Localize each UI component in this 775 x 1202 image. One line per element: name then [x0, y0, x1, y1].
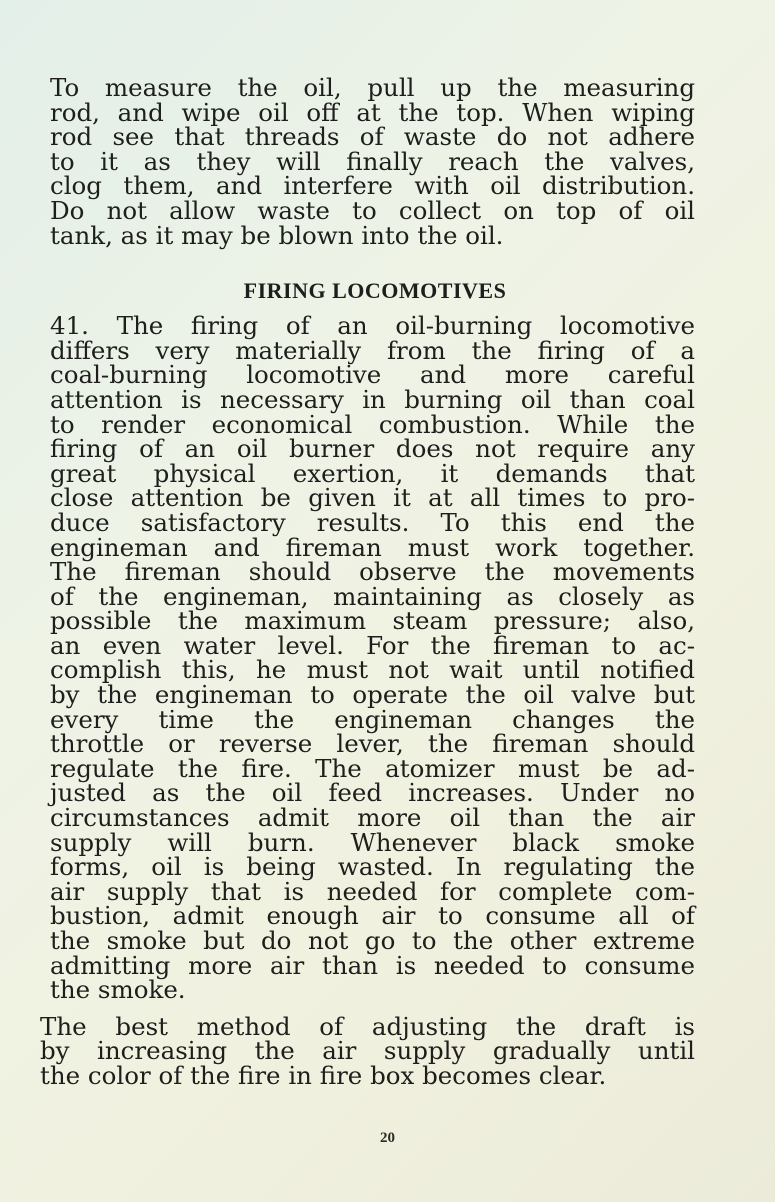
text-line: an even water level. For the fireman to ac-	[50, 630, 695, 660]
text-line: circumstances admit more oil than the air	[50, 803, 695, 833]
text-line: of the engineman, maintaining as closely as	[50, 581, 695, 611]
text-line: rod see that threads of waste do not adhere	[50, 122, 695, 152]
text-line: by the engineman to operate the oil valve but	[50, 680, 695, 710]
text-line: forms, oil is being wasted. In regulating the	[50, 852, 695, 882]
text-line: duce satisfactory results. To this end the	[50, 507, 695, 537]
text-line: rod, and wipe oil off at the top. When wiping	[50, 97, 695, 127]
text-line: the smoke.	[50, 975, 186, 1005]
text-line: the smoke but do not go to the other extreme	[50, 926, 695, 955]
text-line: supply will burn. Whenever black smoke	[50, 827, 695, 857]
page-number: 20	[380, 1130, 395, 1146]
text-line: To measure the oil, pull up the measuring	[50, 73, 695, 102]
text-line: great physical exertion, it demands that	[50, 458, 695, 488]
text-line: The fireman should observe the movements	[50, 557, 695, 587]
text-line: every time the engineman changes the	[50, 704, 695, 734]
text-line: complish this, he must not wait until notified	[50, 655, 695, 685]
text-line: firing of an oil burner does not require any	[50, 434, 695, 464]
text-line: bustion, admit enough air to consume all of	[50, 901, 695, 931]
text-line: the color of the fire in fire box becomes clear.	[40, 1060, 607, 1090]
text-line: throttle or reverse lever, the fireman should	[50, 729, 695, 759]
text-line: tank, as it may be blown into the oil.	[50, 220, 504, 250]
text-line: Do not allow waste to collect on top of oil	[50, 195, 695, 225]
text-line: attention is necessary in burning oil than coal	[50, 384, 695, 414]
text-line: differs very materially from the firing of a	[50, 335, 695, 365]
text-line: air supply that is needed for complete com-	[50, 876, 695, 906]
text-line: 41. The firing of an oil-burning locomotive	[50, 311, 695, 341]
section-heading: FIRING LOCOMOTIVES	[243, 278, 507, 304]
text-line: by increasing the air supply gradually until	[40, 1036, 695, 1066]
page-content	[40, 73, 695, 1090]
paragraph-measuring-oil	[50, 73, 695, 250]
text-line: coal-burning locomotive and more careful	[50, 360, 695, 390]
text-line: to render economical combustion. While the	[50, 409, 695, 439]
text-line: admitting more air than is needed to consume	[50, 950, 695, 980]
text-line: justed as the oil feed increases. Under no	[50, 778, 695, 808]
text-line: clog them, and interfere with oil distribution.	[50, 171, 695, 201]
text-line: The best method of adjusting the draft is	[40, 1011, 695, 1041]
text-line: possible the maximum steam pressure; also,	[50, 606, 695, 636]
text-line: regulate the fire. The atomizer must be ad-	[50, 753, 695, 783]
paragraph-draft-adjustment	[40, 1011, 695, 1090]
paragraph-firing-locomotives	[50, 311, 695, 1005]
text-line: to it as they will finally reach the valves,	[50, 146, 695, 176]
text-line: close attention be given it at all times to pro-	[50, 483, 695, 513]
text-line: engineman and fireman must work together.	[50, 532, 695, 562]
